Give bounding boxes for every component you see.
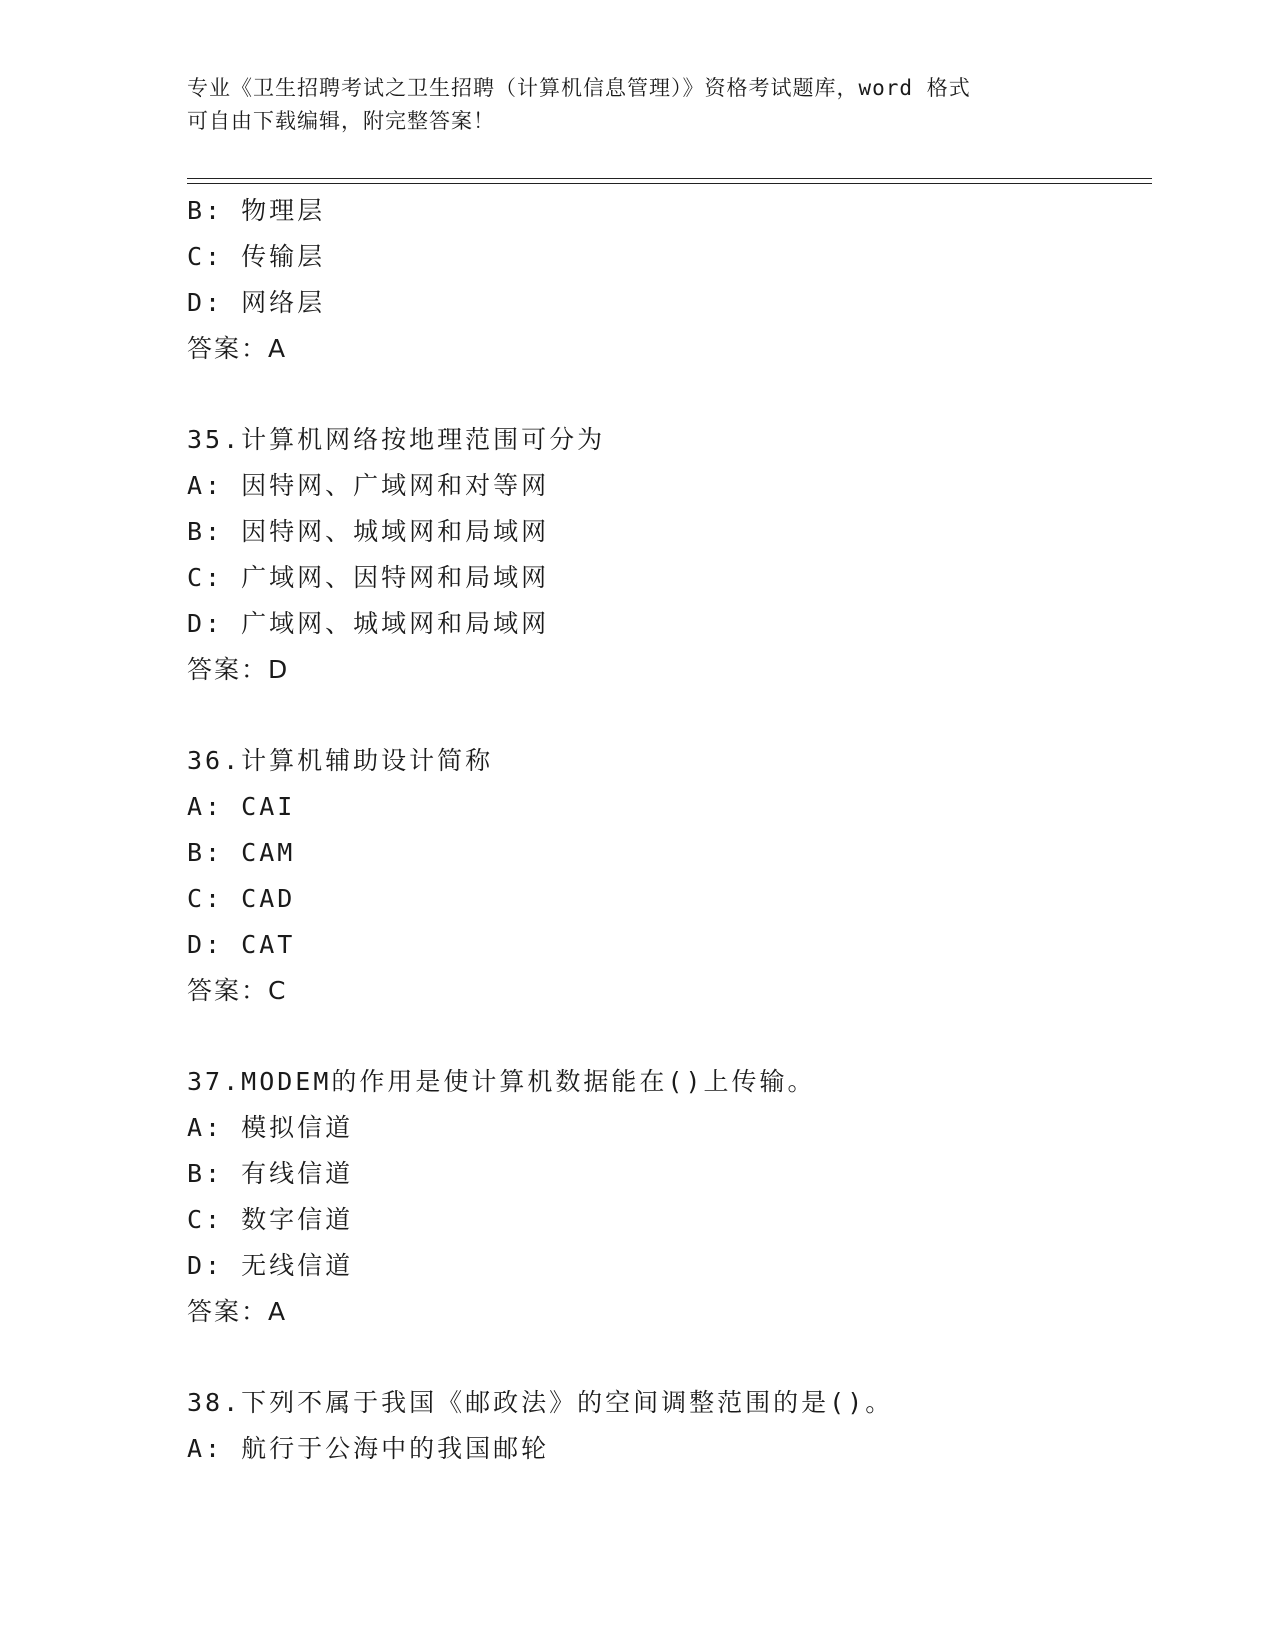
option-a: A: 模拟信道: [187, 1113, 354, 1142]
option-c: C: 数字信道: [187, 1205, 354, 1234]
option-b: B: CAM: [187, 838, 296, 867]
document-header: [187, 72, 1087, 138]
option-a: A: CAI: [187, 792, 296, 821]
option-d: D: 广域网、城域网和局域网: [187, 609, 550, 638]
option-a: A: 航行于公海中的我国邮轮: [187, 1434, 550, 1463]
question-stem: 37.MODEM的作用是使计算机数据能在()上传输。: [187, 1067, 816, 1096]
question-38: [187, 1380, 1147, 1472]
option-b: B: 因特网、城域网和局域网: [187, 517, 550, 546]
option-b: B: 有线信道: [187, 1159, 354, 1188]
question-36: [187, 738, 1147, 1014]
option-c: C: CAD: [187, 884, 296, 913]
option-c: C: 广域网、因特网和局域网: [187, 563, 550, 592]
question-stem: 36.计算机辅助设计简称: [187, 746, 494, 775]
question-34-continuation: [187, 188, 1147, 372]
answer-line: 答案：A: [187, 1297, 288, 1326]
option-b: B: 物理层: [187, 196, 326, 225]
question-stem: 35.计算机网络按地理范围可分为: [187, 425, 606, 454]
header-divider-top: [187, 178, 1152, 179]
question-35: [187, 417, 1147, 693]
option-a: A: 因特网、广域网和对等网: [187, 471, 550, 500]
answer-line: 答案：C: [187, 976, 288, 1005]
option-c: C: 传输层: [187, 242, 326, 271]
header-line-2: 可自由下载编辑，附完整答案！: [187, 109, 495, 133]
header-line-1: 专业《卫生招聘考试之卫生招聘（计算机信息管理）》资格考试题库，word 格式: [187, 76, 971, 100]
option-d: D: 网络层: [187, 288, 326, 317]
option-d: D: 无线信道: [187, 1251, 354, 1280]
question-37: [187, 1059, 1147, 1335]
option-d: D: CAT: [187, 930, 296, 959]
answer-line: 答案：A: [187, 334, 288, 363]
header-divider-bottom: [187, 183, 1152, 184]
answer-line: 答案：D: [187, 655, 290, 684]
question-list: [187, 188, 1147, 1472]
question-stem: 38.下列不属于我国《邮政法》的空间调整范围的是()。: [187, 1388, 894, 1417]
